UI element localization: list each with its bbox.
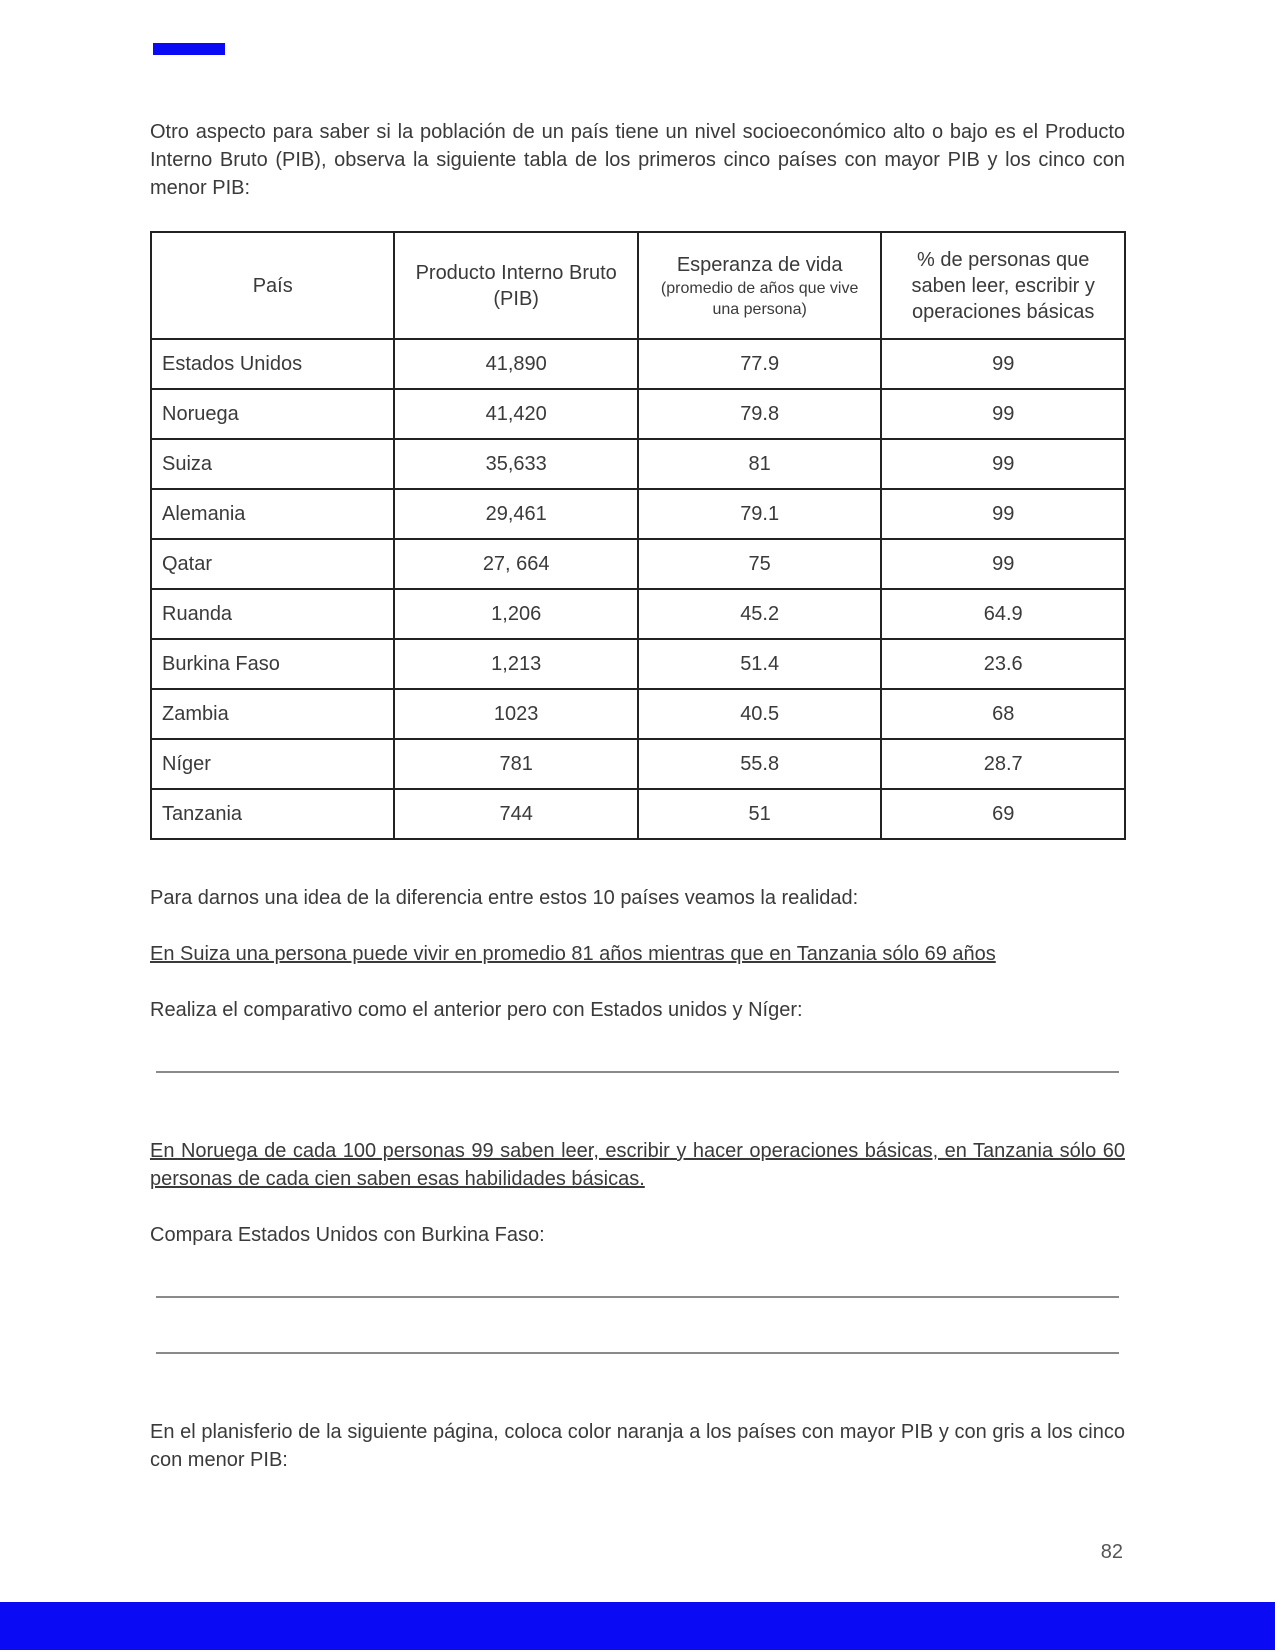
- header-country: País: [151, 232, 394, 339]
- cell-gdp: 781: [394, 739, 637, 789]
- task-2: Compara Estados Unidos con Burkina Faso:: [150, 1224, 545, 1246]
- cell-country: Burkina Faso: [151, 639, 394, 689]
- header-literacy: % de personas que saben leer, escribir y operaciones básicas: [881, 232, 1125, 339]
- answer-line-2[interactable]: [156, 1296, 1119, 1298]
- table-header-row: [151, 232, 1125, 339]
- cell-literacy: 28.7: [881, 739, 1125, 789]
- example-2: En Noruega de cada 100 personas 99 saben leer, escribir y hacer operaciones básicas, en Tanzania sólo 60 personas de cada cien saben esas habilidades básicas.: [150, 1140, 1125, 1190]
- header-life-expectancy: [638, 232, 882, 339]
- cell-gdp: 41,890: [394, 339, 637, 389]
- table-row: [151, 639, 1125, 689]
- table-row: [151, 739, 1125, 789]
- table-row: [151, 539, 1125, 589]
- cell-country: Noruega: [151, 389, 394, 439]
- gdp-table: [150, 231, 1126, 840]
- bottom-bar: [0, 1602, 1275, 1650]
- cell-country: Ruanda: [151, 589, 394, 639]
- cell-gdp: 35,633: [394, 439, 637, 489]
- cell-life-expectancy: 79.1: [638, 489, 882, 539]
- cell-gdp: 744: [394, 789, 637, 839]
- table-row: [151, 689, 1125, 739]
- cell-life-expectancy: 55.8: [638, 739, 882, 789]
- cell-life-expectancy: 79.8: [638, 389, 882, 439]
- cell-life-expectancy: 40.5: [638, 689, 882, 739]
- header-gdp: Producto Interno Bruto (PIB): [394, 232, 637, 339]
- cell-gdp: 1023: [394, 689, 637, 739]
- cell-life-expectancy: 51.4: [638, 639, 882, 689]
- cell-literacy: 99: [881, 389, 1125, 439]
- header-life-label: Esperanza de vida: [676, 253, 843, 276]
- cell-life-expectancy: 45.2: [638, 589, 882, 639]
- page-number: 82: [1100, 1541, 1123, 1563]
- cell-life-expectancy: 51: [638, 789, 882, 839]
- cell-country: Estados Unidos: [151, 339, 394, 389]
- cell-country: Suiza: [151, 439, 394, 489]
- cell-gdp: 29,461: [394, 489, 637, 539]
- intro-paragraph: Otro aspecto para saber si la población de un país tiene un nivel socioeconómico alto o bajo es el Producto Interno Bruto (PIB), observa la siguiente tabla de los primeros cinco países con mayor PIB y los cinco con menor PIB:: [150, 121, 1125, 199]
- cell-literacy: 99: [881, 439, 1125, 489]
- table-row: [151, 389, 1125, 439]
- answer-line-1[interactable]: [156, 1071, 1119, 1073]
- cell-gdp: 1,213: [394, 639, 637, 689]
- cell-life-expectancy: 77.9: [638, 339, 882, 389]
- cell-literacy: 99: [881, 339, 1125, 389]
- cell-life-expectancy: 75: [638, 539, 882, 589]
- table-row: [151, 489, 1125, 539]
- cell-literacy: 99: [881, 489, 1125, 539]
- table-row: [151, 439, 1125, 489]
- task-3: En el planisferio de la siguiente página, coloca color naranja a los países con mayor PIB y con gris a los cinco con menor PIB:: [150, 1421, 1125, 1471]
- cell-gdp: 1,206: [394, 589, 637, 639]
- cell-country: Alemania: [151, 489, 394, 539]
- cell-country: Qatar: [151, 539, 394, 589]
- cell-country: Tanzania: [151, 789, 394, 839]
- cell-gdp: 41,420: [394, 389, 637, 439]
- table-row: [151, 589, 1125, 639]
- answer-line-3[interactable]: [156, 1352, 1119, 1354]
- table-row: [151, 789, 1125, 839]
- task-1: Realiza el comparativo como el anterior pero con Estados unidos y Níger:: [150, 999, 803, 1021]
- cell-literacy: 69: [881, 789, 1125, 839]
- cell-country: Níger: [151, 739, 394, 789]
- header-life-sub: (promedio de años que vive una persona): [660, 279, 859, 318]
- table-row: [151, 339, 1125, 389]
- cell-country: Zambia: [151, 689, 394, 739]
- top-accent-bar: [153, 43, 225, 55]
- cell-literacy: 23.6: [881, 639, 1125, 689]
- cell-gdp: 27, 664: [394, 539, 637, 589]
- cell-literacy: 99: [881, 539, 1125, 589]
- example-1: En Suiza una persona puede vivir en promedio 81 años mientras que en Tanzania sólo 69 años: [150, 943, 996, 965]
- cell-literacy: 64.9: [881, 589, 1125, 639]
- cell-literacy: 68: [881, 689, 1125, 739]
- idea-paragraph: Para darnos una idea de la diferencia entre estos 10 países veamos la realidad:: [150, 887, 859, 909]
- cell-life-expectancy: 81: [638, 439, 882, 489]
